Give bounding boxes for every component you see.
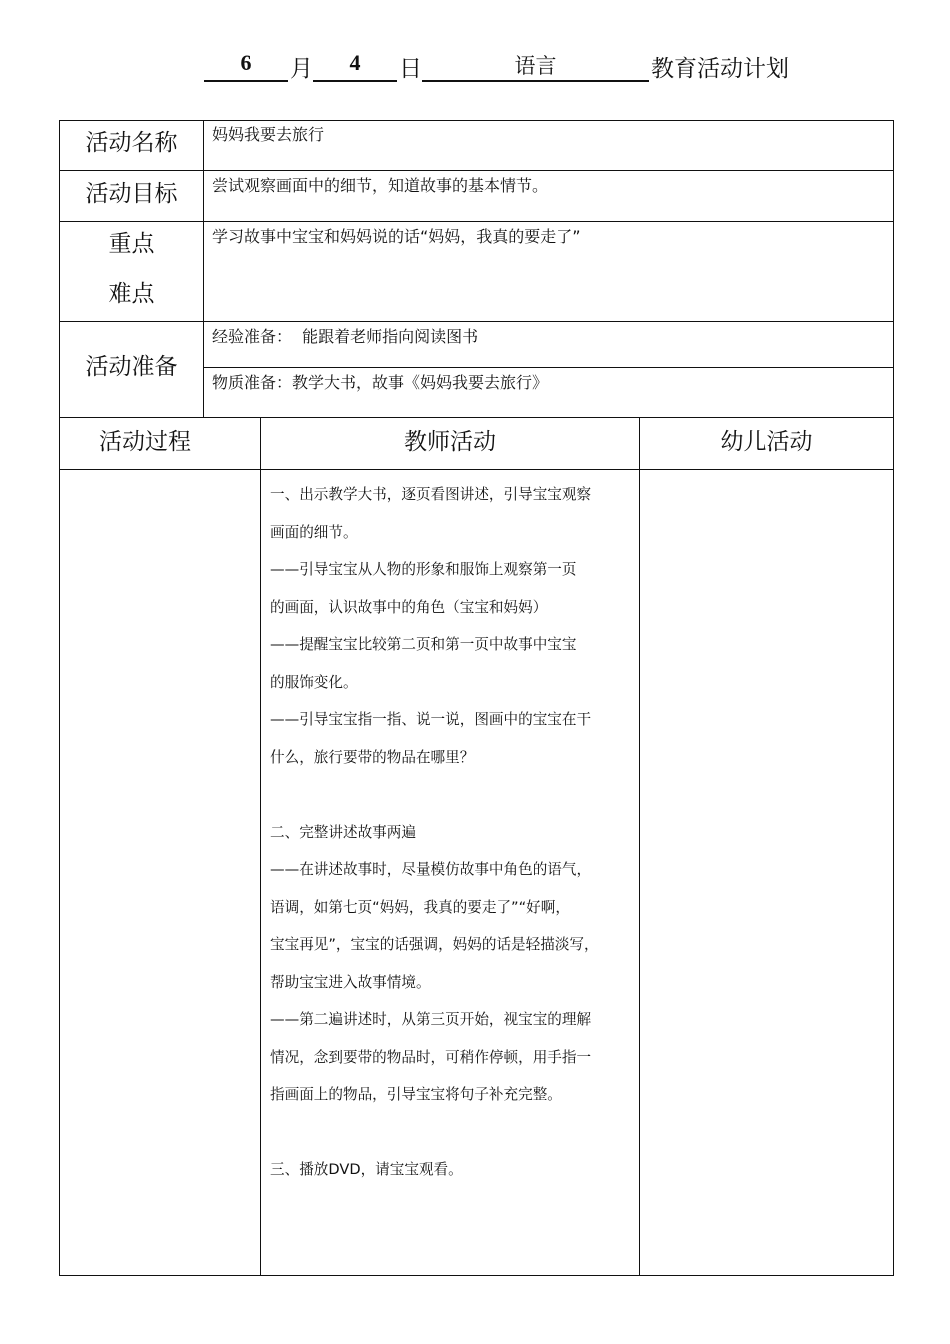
table-line: [260, 417, 261, 1275]
teacher-column-header: 教师活动: [404, 429, 496, 455]
teacher-activity-line: ——引导宝宝指一指、说一说，图画中的宝宝在干: [270, 711, 592, 728]
teacher-activity-line: ——第二遍讲述时，从第三页开始，视宝宝的理解: [270, 1011, 592, 1028]
table-line: [639, 417, 640, 1275]
difficulty-label: 难点: [108, 281, 155, 307]
prep-material-value: 物质准备：教学大书，故事《妈妈我要去旅行》: [212, 373, 549, 392]
table-line: [59, 321, 894, 322]
table-line: [203, 367, 894, 368]
key-point-value: 学习故事中宝宝和妈妈说的话“妈妈，我真的要走了”: [212, 227, 581, 246]
plan-title: [0, 50, 950, 84]
day-field: [313, 50, 397, 82]
teacher-activity-line: 的画面，认识故事中的角色（宝宝和妈妈）: [270, 598, 548, 616]
month-label: 月: [290, 56, 313, 82]
table-line: [59, 417, 894, 418]
process-column-header: 活动过程: [99, 429, 191, 455]
blank-line: [270, 776, 636, 814]
table-line: [893, 120, 894, 1275]
prep-experience-value: 经验准备： 能跟着老师指向阅读图书: [212, 327, 479, 346]
activity-name-label: 活动名称: [85, 130, 178, 156]
teacher-activity-line: ——在讲述故事时，尽量模仿故事中角色的语气，: [270, 861, 592, 878]
blank-line: [270, 1114, 636, 1152]
teacher-activity-line: 帮助宝宝进入故事情境。: [270, 973, 431, 991]
teacher-activity-line: 二、完整讲述故事两遍: [270, 823, 416, 841]
activity-goal-label: 活动目标: [85, 181, 178, 207]
table-line: [59, 469, 894, 470]
table-line: [59, 170, 894, 171]
teacher-activity-line: 指画面上的物品，引导宝宝将句子补充完整。: [270, 1086, 562, 1103]
teacher-activity-line: 什么，旅行要带的物品在哪里？: [270, 748, 475, 766]
key-point-label: 重点: [108, 231, 155, 257]
teacher-activity-line: 的服饰变化。: [270, 673, 358, 691]
teacher-activity-line: 画面的细节。: [270, 523, 358, 541]
teacher-activity-line: ——引导宝宝从人物的形象和服饰上观察第一页: [270, 561, 577, 578]
child-column-header: 幼儿活动: [720, 429, 813, 455]
teacher-activity-line: 一、出示教学大书，逐页看图讲述，引导宝宝观察: [270, 486, 592, 503]
table-line: [59, 221, 894, 222]
teacher-activity-content: [270, 476, 636, 1189]
teacher-activity-line: ——提醒宝宝比较第二页和第一页中故事中宝宝: [270, 636, 577, 653]
teacher-activity-line: 情况，念到要带的物品时，可稍作停顿，用手指一: [270, 1048, 592, 1066]
subject-value: 语言: [514, 54, 557, 78]
activity-prep-label: 活动准备: [85, 354, 178, 380]
table-line: [59, 120, 894, 121]
day-label: 日: [399, 56, 422, 82]
day-value: 4: [349, 50, 361, 75]
table-line: [203, 120, 204, 417]
activity-goal-value: 尝试观察画面中的细节，知道故事的基本情节。: [212, 176, 549, 195]
table-line: [59, 1275, 894, 1276]
title-suffix: 教育活动计划: [651, 56, 789, 82]
month-value: 6: [240, 50, 252, 75]
teacher-activity-line: 宝宝再见”，宝宝的话强调，妈妈的话是轻描淡写，: [270, 936, 599, 953]
activity-name-value: 妈妈我要去旅行: [212, 125, 325, 144]
teacher-activity-line: 三、播放DVD，请宝宝观看。: [270, 1161, 463, 1178]
month-field: [204, 50, 288, 82]
teacher-activity-line: 语调，如第七页“妈妈，我真的要走了”“好啊，: [270, 898, 570, 916]
subject-field: [422, 50, 649, 82]
